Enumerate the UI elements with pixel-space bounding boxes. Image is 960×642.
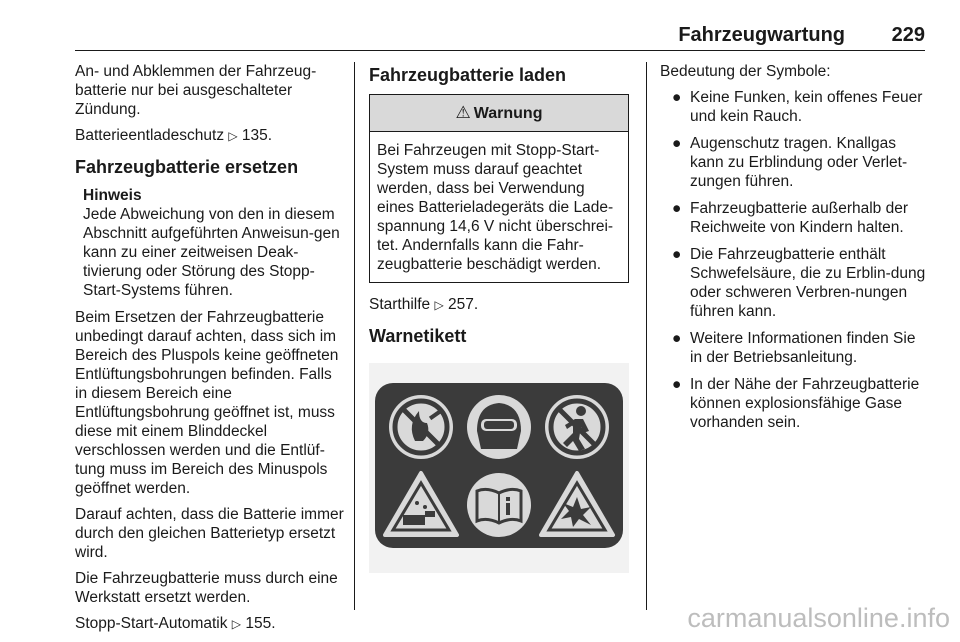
heading-warning-label: Warnetikett xyxy=(369,326,467,346)
ref-text: Batterieentladeschutz xyxy=(75,127,229,144)
warning-box xyxy=(369,94,629,283)
note-box xyxy=(83,186,345,300)
column-divider-2 xyxy=(646,62,647,610)
paragraph-workshop: Die Fahrzeugbatterie muss durch eine Werkstatt ersetzt werden. xyxy=(75,570,338,606)
paragraph-discharge-protection xyxy=(75,126,345,146)
no-fire-icon xyxy=(389,395,453,459)
reference-arrow-icon: ▷ xyxy=(434,298,444,312)
ref-link-155[interactable]: 155. xyxy=(245,615,276,632)
page-header xyxy=(75,24,925,51)
symbols-list xyxy=(660,88,928,432)
warning-triangle-icon: ⚠ xyxy=(455,102,471,123)
note-body: Jede Abweichung von den in diesem Abschnitt aufgeführten Anweisun-gen kann zu einer zeitweisen Deak-tivierung oder Störung des Stopp-Start-Systems führen. xyxy=(83,206,340,299)
page-number: 229 xyxy=(891,24,925,46)
bullet-icon: ● xyxy=(672,376,682,393)
warning-header xyxy=(370,95,628,132)
column-divider-1 xyxy=(354,62,355,610)
list-item: ● Weitere Informationen finden Sie in der Betriebsanleitung. xyxy=(672,330,916,366)
battery-warning-label-image xyxy=(369,363,629,573)
page-title: Fahrzeugwartung xyxy=(678,24,845,46)
warning-title: Warnung xyxy=(473,104,543,122)
bullet-icon: ● xyxy=(672,89,682,106)
paragraph-vent-holes: Beim Ersetzen der Fahrzeugbatterie unbedingt darauf achten, dass sich im Bereich des Pluspols keine geöffneten Entlüftungsbohrungen befinden. Falls in diesem Bereich eine Entlüftungsbohrung geöffnet ist, muss diese mit einem Blinddeckel verschlossen werden und die Entlüf-tung muss im Bereich des Minuspols geöffnet werden. xyxy=(75,309,339,497)
reference-arrow-icon: ▷ xyxy=(231,617,242,631)
paragraph-battery-type: Darauf achten, dass die Batterie immer durch den gleichen Batterietyp ersetzt wird. xyxy=(75,506,344,561)
paragraph-stop-start xyxy=(75,614,345,634)
symbols-intro: Bedeutung der Symbole: xyxy=(660,63,831,80)
note-title: Hinweis xyxy=(83,187,142,204)
keep-children-away-icon xyxy=(545,395,609,459)
list-item: ● Augenschutz tragen. Knallgas kann zu Erblindung oder Verlet-zungen führen. xyxy=(672,135,908,190)
column-middle xyxy=(369,62,631,578)
reference-arrow-icon: ▷ xyxy=(228,129,238,143)
paragraph-disconnect: An- und Abklemmen der Fahrzeug-batterie nur bei ausgeschalteter Zündung. xyxy=(75,63,317,118)
warning-body: Bei Fahrzeugen mit Stopp-Start-System muss darauf geachtet werden, dass bei Verwendung eines Batterieladegeräts die Lade-spannung 14,6 V nicht überschrei-tet. Andernfalls kann die Fahr-zeugbatterie beschädigt werden. xyxy=(377,142,614,273)
ref-link-257[interactable]: 257. xyxy=(448,296,479,313)
bullet-icon: ● xyxy=(672,246,682,263)
paragraph-jump-start xyxy=(369,295,631,315)
column-right xyxy=(660,62,928,440)
bullet-icon: ● xyxy=(672,200,682,217)
list-item: ● In der Nähe der Fahrzeugbatterie können explosionsfähige Gase vorhanden sein. xyxy=(672,376,920,431)
read-manual-icon xyxy=(467,473,531,537)
ref-text: Starthilfe xyxy=(369,296,435,313)
list-item: ● Fahrzeugbatterie außerhalb der Reichweite von Kindern halten. xyxy=(672,200,908,236)
heading-charge-battery: Fahrzeugbatterie laden xyxy=(369,65,567,85)
heading-replace-battery: Fahrzeugbatterie ersetzen xyxy=(75,157,299,177)
bullet-icon: ● xyxy=(672,135,682,152)
column-left xyxy=(75,62,345,641)
bullet-icon: ● xyxy=(672,330,682,347)
ref-text: Stopp-Start-Automatik xyxy=(75,615,232,632)
list-item: ● Die Fahrzeugbatterie enthält Schwefelsäure, die zu Erblin-dung oder schweren Verbren-nungen führen kann. xyxy=(672,246,926,320)
watermark: carmanualsonline.info xyxy=(687,603,950,633)
eye-protection-icon xyxy=(467,395,531,459)
list-item: ● Keine Funken, kein offenes Feuer und kein Rauch. xyxy=(672,89,923,125)
ref-link-135[interactable]: 135. xyxy=(241,127,273,144)
